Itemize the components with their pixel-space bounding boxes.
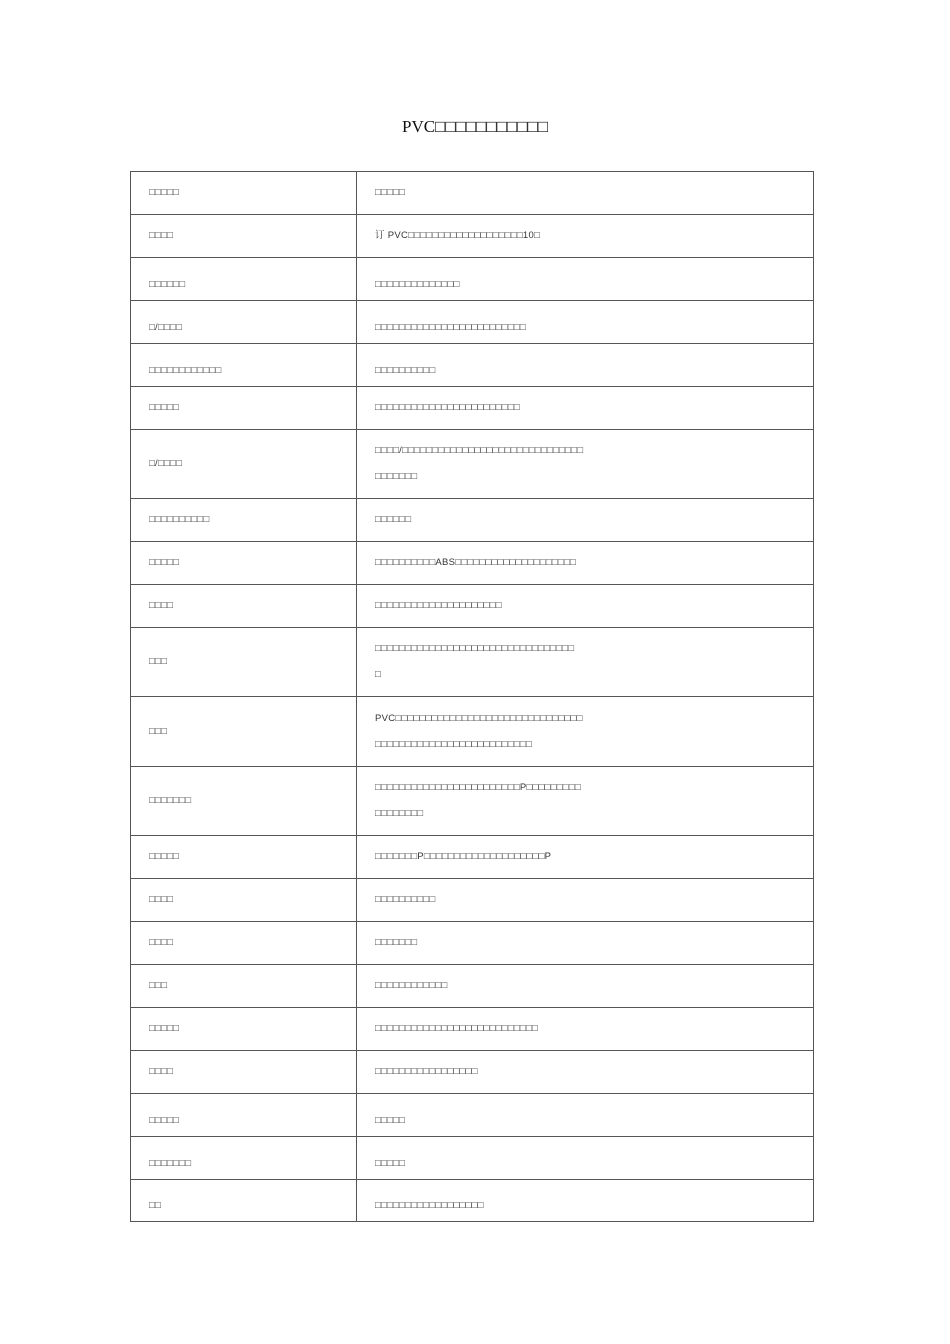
row-key: □/□□□□ xyxy=(131,430,357,499)
row-value xyxy=(357,836,814,879)
row-value-line: □□□□□□□□□□□□□□□□□□□□□□□□P□□□□□□□□□ xyxy=(375,782,581,793)
row-value xyxy=(357,879,814,922)
table-row xyxy=(131,922,814,965)
spec-table xyxy=(130,171,814,1222)
row-value-line: □□□□□ xyxy=(375,1158,406,1169)
row-key: □□□□□□□ xyxy=(131,1137,357,1180)
row-value-line: □□□□□□□□□□□□□□□□□□□□□□□□□□ xyxy=(375,738,532,750)
row-value xyxy=(357,767,814,836)
row-value-line: □□□□□ xyxy=(375,1115,406,1126)
row-value-line: □□□□□□□□□□□□□□□□□□ xyxy=(375,1200,484,1211)
row-key: □□□□□ xyxy=(131,1008,357,1051)
row-value-line: □□□□□□□P□□□□□□□□□□□□□□□□□□□□P xyxy=(375,851,552,862)
row-value-line: □□□□□□□□□□ABS□□□□□□□□□□□□□□□□□□□□ xyxy=(375,557,577,568)
row-key: □□□□□ xyxy=(131,172,357,215)
row-key: □□ xyxy=(131,1180,357,1222)
table-row xyxy=(131,879,814,922)
table-row xyxy=(131,430,814,499)
row-key: □□□□□□□□□□□□ xyxy=(131,344,357,387)
row-value-line: □□□□□□□□□□□□□□□□□ xyxy=(375,1066,478,1077)
table-row xyxy=(131,387,814,430)
row-value-line: □ xyxy=(375,669,382,680)
spec-table-body xyxy=(131,172,814,1222)
row-value xyxy=(357,628,814,697)
row-value xyxy=(357,499,814,542)
row-key: □□□□ xyxy=(131,879,357,922)
row-value-line: □□□□□□□□□□□□□□□□□□□□□□□□□ xyxy=(375,322,526,333)
table-row xyxy=(131,1180,814,1222)
table-row xyxy=(131,301,814,344)
row-value xyxy=(357,922,814,965)
row-value xyxy=(357,585,814,628)
table-row xyxy=(131,172,814,215)
table-row xyxy=(131,344,814,387)
row-value xyxy=(357,697,814,767)
row-key: □□□□□ xyxy=(131,542,357,585)
row-value-line: □□□□□□□□□□□□□□□□□□□□□□□□□□□□□□□□□ xyxy=(375,643,575,654)
row-value xyxy=(357,965,814,1008)
row-value-line: PVC□□□□□□□□□□□□□□□□□□□□□□□□□□□□□□□ xyxy=(375,712,583,724)
row-key: □□□□□ xyxy=(131,836,357,879)
table-row xyxy=(131,1051,814,1094)
row-key: □/□□□□ xyxy=(131,301,357,344)
row-value-line: □□□□□□□ xyxy=(375,937,418,948)
row-key: □□□□ xyxy=(131,1051,357,1094)
table-row xyxy=(131,1008,814,1051)
table-row xyxy=(131,965,814,1008)
row-value-line: □□□□□□□□□□□□□□ xyxy=(375,279,460,290)
row-key: □□□□□□ xyxy=(131,258,357,301)
table-row xyxy=(131,585,814,628)
table-row xyxy=(131,628,814,697)
row-value xyxy=(357,215,814,258)
row-key: □□□□ xyxy=(131,215,357,258)
table-row xyxy=(131,1137,814,1180)
table-row xyxy=(131,499,814,542)
row-value xyxy=(357,1094,814,1137)
table-row xyxy=(131,1094,814,1137)
row-value-line: □□□□□ xyxy=(375,187,406,198)
row-key: □□□□□□□□□□ xyxy=(131,499,357,542)
row-key: □□□□ xyxy=(131,585,357,628)
row-value xyxy=(357,1180,814,1222)
row-value-line: □□□□□□□□ xyxy=(375,808,424,819)
row-key: □□□ xyxy=(131,965,357,1008)
row-value-line: 订 PVC□□□□□□□□□□□□□□□□□□□10□ xyxy=(375,230,541,241)
row-value xyxy=(357,344,814,387)
row-key: □□□□□ xyxy=(131,1094,357,1137)
row-value xyxy=(357,258,814,301)
table-row xyxy=(131,258,814,301)
table-row xyxy=(131,697,814,767)
row-value xyxy=(357,1008,814,1051)
row-value-line: □□□□/□□□□□□□□□□□□□□□□□□□□□□□□□□□□□□ xyxy=(375,445,584,456)
table-row xyxy=(131,542,814,585)
table-row xyxy=(131,215,814,258)
row-value-line: □□□□□□□ xyxy=(375,471,418,482)
document-title: PVC□□□□□□□□□□□ xyxy=(401,117,549,136)
row-value xyxy=(357,172,814,215)
row-value-line: □□□□□□□□□□□□□□□□□□□□□□□□ xyxy=(375,402,520,413)
row-value xyxy=(357,1051,814,1094)
row-value-line: □□□□□□ xyxy=(375,514,412,525)
row-value xyxy=(357,542,814,585)
row-value xyxy=(357,387,814,430)
row-key: □□□□□□□ xyxy=(131,767,357,836)
row-value xyxy=(357,430,814,499)
row-value xyxy=(357,1137,814,1180)
row-value-line: □□□□□□□□□□ xyxy=(375,894,436,905)
row-key: □□□□□ xyxy=(131,387,357,430)
row-key: □□□ xyxy=(131,628,357,697)
row-value-line: □□□□□□□□□□□□ xyxy=(375,980,448,991)
row-value-line: □□□□□□□□□□ xyxy=(375,365,436,376)
table-row xyxy=(131,767,814,836)
row-key: □□□□ xyxy=(131,922,357,965)
table-row xyxy=(131,836,814,879)
row-key: □□□ xyxy=(131,697,357,767)
row-value xyxy=(357,301,814,344)
row-value-line: □□□□□□□□□□□□□□□□□□□□□ xyxy=(375,600,502,611)
row-value-line: □□□□□□□□□□□□□□□□□□□□□□□□□□□ xyxy=(375,1023,539,1034)
